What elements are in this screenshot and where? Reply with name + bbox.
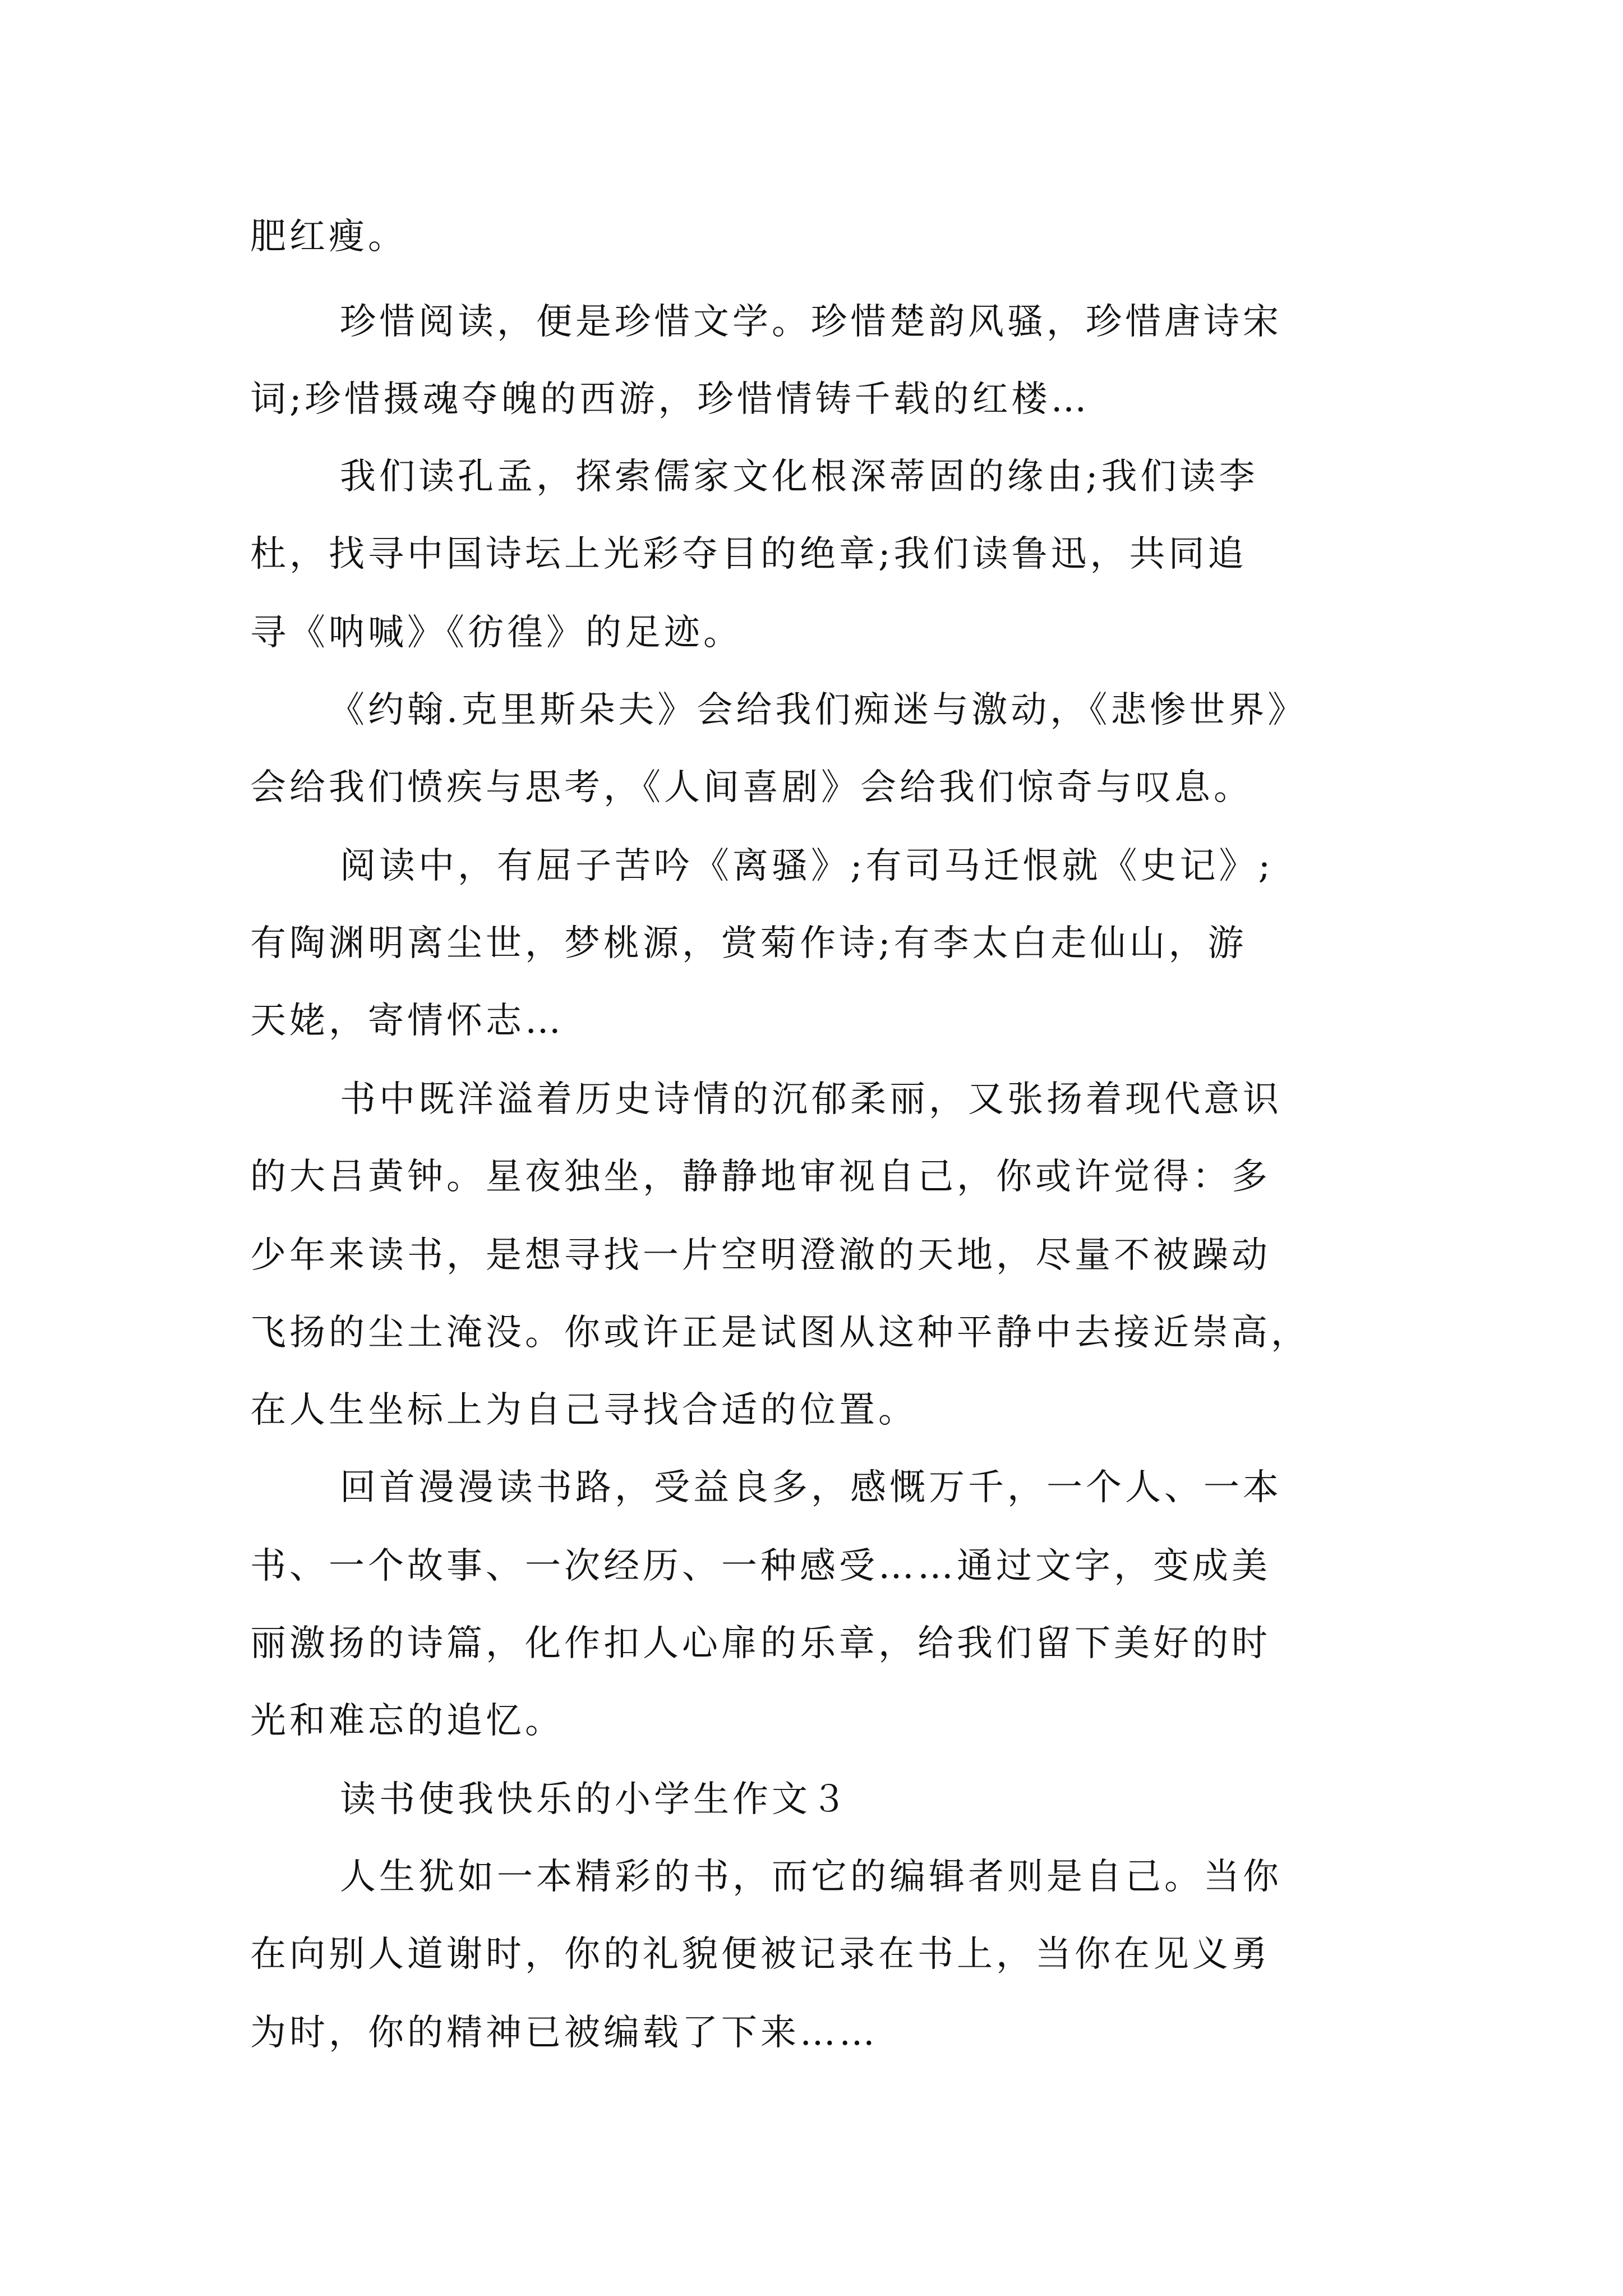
text-line: 杜，找寻中国诗坛上光彩夺目的绝章;我们读鲁迅，共同追 (250, 533, 1247, 575)
text-line: 飞扬的尘土淹没。你或许正是试图从这种平静中去接近崇高， (250, 1312, 1310, 1354)
paragraph-line: 我们读孔孟，探索儒家文化根深蒂固的缘由;我们读李 (340, 456, 1258, 498)
text-line: 寻《呐喊》《彷徨》的足迹。 (250, 612, 743, 654)
section-heading: 读书使我快乐的小学生作文３ (340, 1779, 850, 1820)
text-line: 天姥，寄情怀志… (250, 1000, 564, 1042)
text-line: 丽激扬的诗篇，化作扣人心扉的乐章，给我们留下美好的时 (250, 1623, 1271, 1664)
paragraph-line: 书中既洋溢着历史诗情的沉郁柔丽，又张扬着现代意识 (340, 1079, 1282, 1120)
paragraph-line: 阅读中，有屈子苦吟《离骚》;有司马迁恨就《史记》; (340, 845, 1274, 887)
paragraph-line: 人生犹如一本精彩的书，而它的编辑者则是自己。当你 (340, 1856, 1282, 1898)
text-line: 有陶渊明离尘世，梦桃源，赏菊作诗;有李太白走仙山，游 (250, 923, 1247, 964)
text-line: 书、一个故事、一次经历、一种感受……通过文字，变成美 (250, 1545, 1271, 1587)
text-line: 为时，你的精神已被编载了下来…… (250, 2012, 878, 2054)
text-line: 的大吕黄钟。星夜独坐，静静地审视自己，你或许觉得：多 (250, 1156, 1271, 1198)
text-line: 在向别人道谢时，你的礼貌便被记录在书上，当你在见义勇 (250, 1934, 1271, 1975)
paragraph-line: 珍惜阅读，便是珍惜文学。珍惜楚韵风骚，珍惜唐诗宋 (340, 301, 1282, 343)
text-line: 少年来读书，是想寻找一片空明澄澈的天地，尽量不被躁动 (250, 1235, 1271, 1276)
text-line: 会给我们愤疾与思考，《人间喜剧》会给我们惊奇与叹息。 (250, 767, 1253, 808)
text-line: 在人生坐标上为自己寻找合适的位置。 (250, 1389, 917, 1431)
text-line: 词;珍惜摄魂夺魄的西游，珍惜情铸千载的红楼… (250, 379, 1090, 420)
paragraph-line: 《约翰.克里斯朵夫》会给我们痴迷与激动，《悲惨世界》 (329, 689, 1307, 731)
text-line: 肥红瘦。 (250, 216, 407, 257)
text-line: 光和难忘的追忆。 (250, 1700, 564, 1742)
paragraph-line: 回首漫漫读书路，受益良多，感慨万千，一个人、一本 (340, 1467, 1282, 1508)
